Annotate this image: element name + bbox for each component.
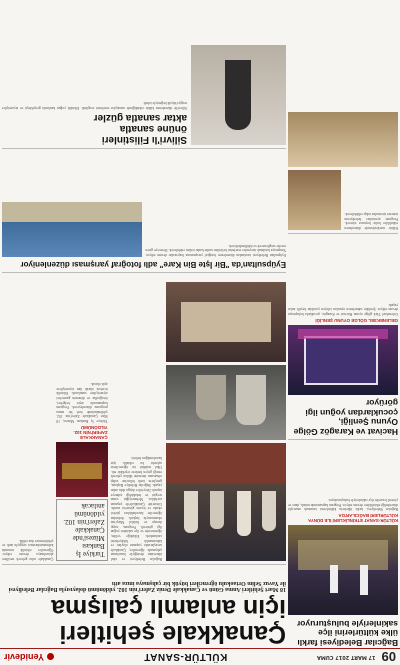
main-story-photo-2 xyxy=(166,365,286,440)
silivri-title-line3: aktar sanatla güzler xyxy=(93,112,187,123)
main-story-text-col3: Çanakkale ruhu gelecek nesillere aktarılmaya devam ediyor. Öğrenciler etkinlik sonunda kahramanlarımızı saygıyla andı ve şehitlerimize dua edildi. xyxy=(2,538,54,561)
page-header xyxy=(0,648,400,665)
side-story xyxy=(56,382,107,561)
issue-date: 17 MART 2017 CUMA xyxy=(316,654,376,660)
brand-logo xyxy=(0,652,54,662)
side-story-poster xyxy=(56,442,107,497)
left-story-1-body: Bağcılar Belediyesi, farklı ülkelerin kültürlerini tanıtmak amacıyla düzenlediği etkinliklere devam ediyor. Program kapsamında müzik, dans ve yöresel lezzetler ilçe sakinleriyle buluşturuluyor. xyxy=(288,498,398,512)
left-story-1-photo xyxy=(288,526,398,616)
brand-name: Yenidevir xyxy=(4,652,45,662)
main-story-title-line2: için anlamlı çalışma xyxy=(51,593,286,622)
silivri-story xyxy=(2,45,286,149)
side-story-red-note: ÇANAKKALE ZAFERİ'NİN 102. YILDÖNÜMÜ xyxy=(73,425,108,440)
side-story-body: Türkiye İş Bankası Müzesi, 18 Mart Çanakkale Zaferi'nin 102. yıldönümünde özel bir anma programı düzenleyecek. Program kapsamında arşiv belgeleri, fotoğraflar ve dönemin gazeteleri ziyaretçilere sunulacak. Etkinlik ücretsiz olarak tüm ziyaretçilere açık olacak. xyxy=(56,382,108,423)
left-story-1-red-note: KÜLTÜR-SANAT ETKİNLİKLERİ İLE DÜNYA KÜLTÜRLERİ BAĞCILAR'DA xyxy=(308,513,398,524)
main-story-photos xyxy=(166,276,286,561)
left-story-2-red-note: GELENEKSEL GÖLGE OYUNU ŞENLİĞİ xyxy=(315,318,398,323)
side-story-title: Turkiye İş Bankası Müzesi'nde Çanakkale Zaferi'nin 102. yıldönümü anılacak xyxy=(63,502,105,558)
left-story-1 xyxy=(288,439,398,647)
left-story-3-body: Kültür merkezlerinde düzenlenen etkinlikler hafta boyunca sürecek. Program ayrıntıları belediyenin internet sitesinden takip edilebilecek. xyxy=(344,212,398,230)
left-column xyxy=(288,2,398,647)
left-story-2-body: Geleneksel Türk gölge oyunu Hacivat ve Karagöz, çocuklarla buluşmaya devam ediyor. Şenlikte sahnelenen oyunları izleyen çocuklar keyifli anlar yaşadı. xyxy=(288,302,398,316)
main-story-lead: 18 Mart Şehitleri Anma Günü ve Çanakkale Deniz Zaferi'nin 102. yıldönümü dolayısıyla Bağcılar Belediyesi ile Yavuz Selim Ortaokulu öğrencileri büyük bir çalışmaya imza attı xyxy=(8,579,286,593)
left-story-1-title: Bağcılar Belediyesi farklı ülke kültürlerini ilçe sakinleriyle buluşturuyor xyxy=(296,619,398,648)
left-story-3-photo-2 xyxy=(288,112,398,167)
silivri-story-photo xyxy=(191,45,286,145)
photo-contest-title: Eyüpsultan'da "Bir İşte Bin Kare" adlı fotoğraf yarışması düzenleniyor xyxy=(20,260,286,269)
page-number: 09 xyxy=(381,649,396,665)
main-story-header xyxy=(2,564,286,647)
photo-contest-body: Eyüpsultan Belediyesi tarafından düzenlenen fotoğraf yarışmasına başvurular devam ediyor. Yarışmaya katılmak isteyenler eserlerini belirtilen tarihe kadar teslim edebilecek. Dereceye giren eserler sergilenecek ve ödüllendirilecek. xyxy=(145,243,286,257)
main-story-body: Bağcılar Belediyesi ve okul idaresinin desteğiyle hazırlanan çalışmada öğrenciler, Çanakkale savaşlarında yaşanan olayları ve kahramanlık hikâyelerini canlandırdı. Etkinliğe veliler, öğretmenler ve ilçe sakinleri yoğun ilgi gösterdi. Program, saygı duruşu ve İstiklal Marşı'nın okunmasıyla başladı. Ardından öğrenciler hazırladıkları şiirleri okudu ve tiyatro gösterisi sundu. Gösteride Çanakkale'de yaşanan zorluklar, Mehmetçiğin vatan sevgisi ve fedakârlığı sahneye taşındı. İzleyiciler duygu dolu anlar yaşadı. Bağcılar Belediye Başkanı, gençlerin tarih bilincine sahip olmasının önemine dikkat çekerek emeği geçen herkese teşekkür etti. Okul müdürü ise öğrencilerin aylardır bu etkinlik için hazırlandığını belirtti. xyxy=(110,455,162,561)
left-story-2-title: Hacivat ve Karagöz Gölge Oyunu Şenliği, çocuklardan yoğun ilgi görüyor xyxy=(293,398,398,437)
left-story-3 xyxy=(288,112,398,230)
left-story-3-photo xyxy=(288,170,342,230)
main-column xyxy=(2,2,286,647)
main-story-body-area xyxy=(2,276,286,561)
main-story-photo-1 xyxy=(166,443,286,561)
main-story-text xyxy=(2,276,162,561)
photo-contest-story xyxy=(2,149,286,273)
main-story-title-line1: Çanakkale şehitleri xyxy=(59,620,286,648)
photo-contest-image xyxy=(2,202,143,257)
silivri-title-line2: önüne sanatla xyxy=(119,123,187,134)
silivri-title-line1: Silivri'lı Filistinleri xyxy=(101,134,187,145)
main-story-photo-3 xyxy=(166,282,286,362)
silivri-body: Silivri'de düzenlenen kültür etkinliğinde sanatçılar eserlerini sergiledi. Etkinlik yoğun katılımla gerçekleşti ve ziyaretçiler sergiyi büyük beğeniyle izledi. xyxy=(2,101,187,110)
left-story-2-photo xyxy=(288,325,398,395)
section-title: KÜLTÜR-SANAT xyxy=(143,651,228,663)
left-story-2 xyxy=(288,233,398,436)
brand-dot-icon xyxy=(47,654,54,661)
main-story-text-col1 xyxy=(111,382,162,561)
